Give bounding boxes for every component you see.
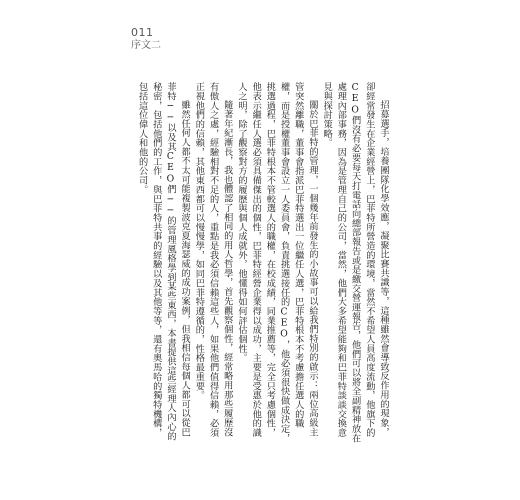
body-text <box>128 82 390 444</box>
paragraph: 招募選手，培養團隊化學效應，凝聚比賽共識等，這種雖然會導致反作用的現象，卻經常發生在企業經營上，巴菲特所營造的環境，當然不希望人員高度流動，他旗下的CEO們沒有必要每天打電話向總部報告或是繳交營運報告，他們可以將全副精神放在處理內部事務，因為是管理自己的公司，當然，他們大多希望能夠和巴菲特談談交換意見與探討策略。 <box>321 82 389 443</box>
page-header <box>131 27 161 51</box>
chapter-title: 序文二 <box>131 40 161 52</box>
page-number: 011 <box>131 26 154 39</box>
paragraph: 雖然任何人都不太可能複製波克夏海瑟威的成功案例，但我相信每個人都可以從巴菲特──以及其CEO們──的管理風格學到某些東西，本書提供這些經理人內心的秘密，包括他們的工作，與巴菲特共事的經驗以及其他等等，還有奧馬哈的獨特機構，包括這位偉人和他的公司。 <box>136 82 191 441</box>
paragraph: 隨著年紀漸長，我也體認了相同的用人哲學，首先觀察個性，經常略用那些履歷沒有傲人之處，經驗相對不足的人，重點是我必須信賴這些人，如果他們值得信賴，必須正視他們的信賴，其他東西都可以慢慢學，如同巴菲特遵循的，性格最重要。 <box>193 82 233 438</box>
paragraph: 關於巴菲特的管理，一個幾年前發生的小故事可以給我們特別的啟示：兩位高級主管突然離職，董事會指派巴菲特選出一位繼任人選，巴菲特根本不考慮擔任選人的職權，而是授權董事會設立一人委員會，負責挑選接任的CEO，他必須很快做成決定，挑選過程，巴菲特根本不管較選人的職權，在校成績，同業推薦等，完全只考慮個性，他表示繼任人選必須具備傑出的個性，巴菲特經營企業得以成功，主要是受惠於他的識人之明，除了觀察對方的履歷與個人成就外，他懂得如何評估個性。 <box>235 82 318 443</box>
